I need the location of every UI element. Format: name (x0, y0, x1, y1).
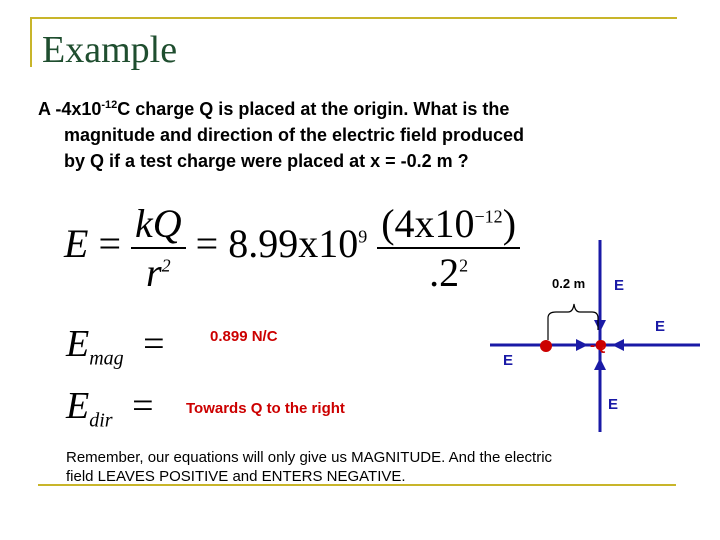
e-label-left: E (503, 352, 514, 369)
charge-label: -Q (590, 337, 607, 354)
test-charge-dot (540, 340, 552, 352)
e-label-top: E (614, 277, 625, 294)
distance-label: 0.2 m (552, 276, 586, 291)
arrow-up-icon (594, 320, 606, 332)
edir-label: $E_{dir}$ = (66, 385, 154, 432)
edir-value: Towards Q to the right (186, 400, 345, 417)
arrow-down-icon (594, 358, 606, 370)
problem-line1: A $-4x10^{-12}C$ charge Q is placed at the origin. What is the (38, 99, 510, 119)
footer-note-line1: Remember, our equations will only give us MAGNITUDE. And the electric (66, 449, 553, 466)
arrow-right-icon (612, 339, 624, 351)
arrow-left-icon (576, 339, 588, 351)
slide-title: Example (42, 29, 178, 71)
problem-line3: by Q if a test charge were placed at x = -0.2 m ? (64, 151, 469, 171)
footer-note-line2: field LEAVES POSITIVE and ENTERS NEGATIVE. (66, 468, 406, 485)
e-label-bottom: E (608, 396, 619, 413)
footer-note (66, 448, 666, 486)
emag-label: $E_{mag}$ = (66, 323, 165, 370)
field-formula: E = $\frac{kQ}{r^2}$ = $8.99x10^9$ $\frac{(4x10^{-12})}{.2^2}$ (64, 200, 520, 296)
charge-over-distance: $\frac{(4x10^{-12})}{.2^2}$ (377, 200, 520, 296)
emag-value: 0.899 N/C (210, 328, 278, 345)
kq-over-r2: $\frac{kQ}{r^2}$ (131, 200, 186, 296)
e-label-right: E (655, 318, 666, 335)
footer-rule (38, 484, 676, 486)
distance-brace (548, 304, 598, 340)
problem-line2: magnitude and direction of the electric field produced (64, 125, 525, 145)
